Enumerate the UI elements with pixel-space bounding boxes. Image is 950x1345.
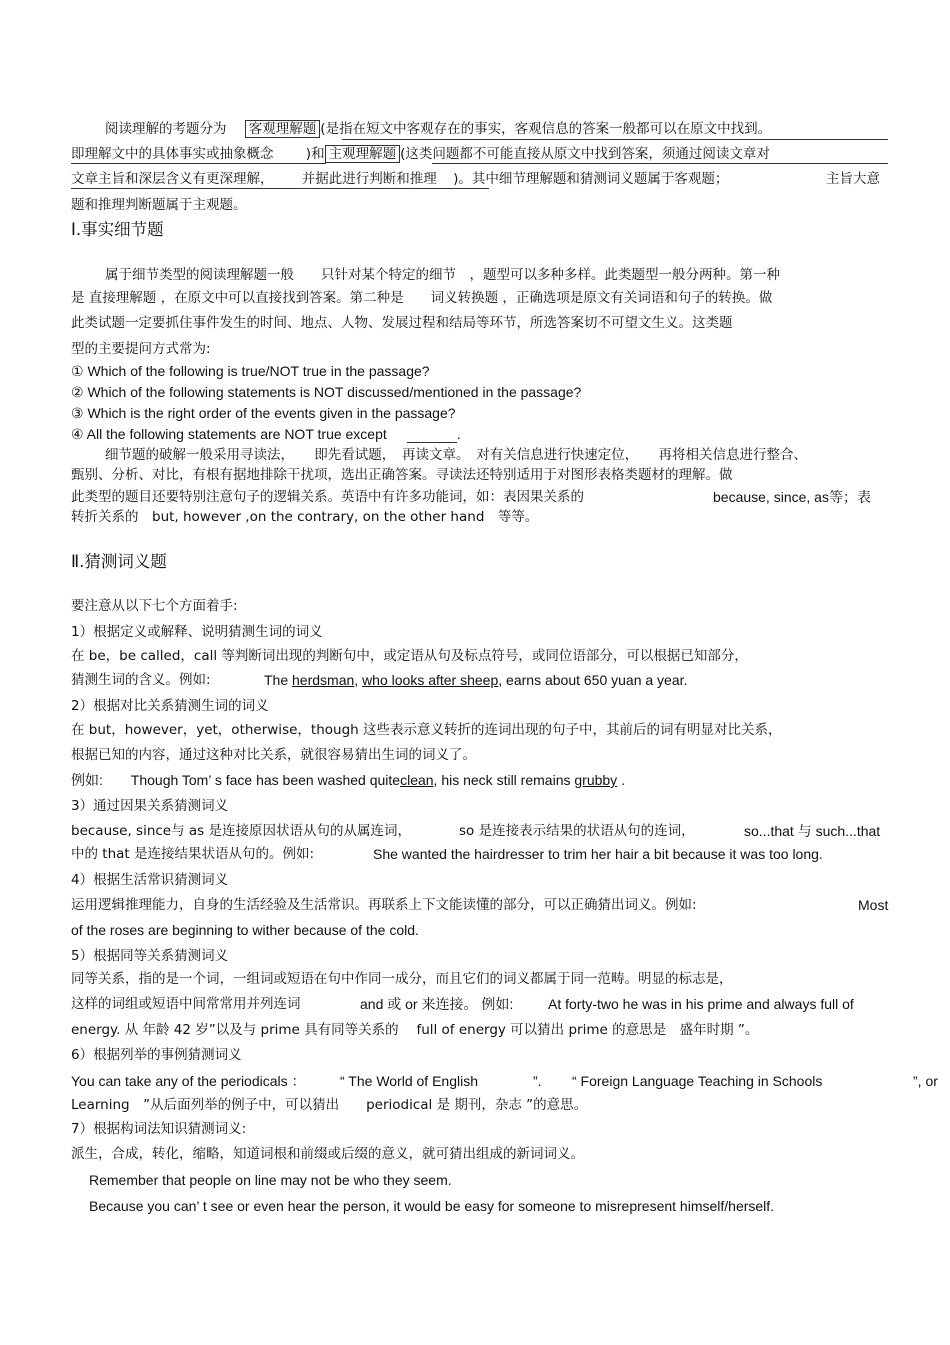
question-text: ④ All the following statements are NOT true except	[71, 426, 387, 442]
example-keyword: who looks after sheep	[362, 672, 499, 688]
method-heading-3: 3）通过因果关系猜测词义	[71, 798, 229, 814]
example-text: , his neck still remains	[433, 772, 575, 788]
s1-para-line: 转折关系的 but, however ,on the contrary, on the other hand 等等。	[71, 509, 539, 525]
example-keyword: herdsman	[292, 672, 355, 688]
example-sentence: Because you can’ t see or even hear the person, it would be easy for someone to misrepresent himself/herself.	[89, 1198, 775, 1214]
example-title: “ Foreign Language Teaching in Schools	[572, 1073, 823, 1089]
section-title-vocab: Ⅱ.猜测词义题	[71, 552, 167, 571]
example-text: 例如:	[71, 772, 103, 788]
s2-text-line: 根据已知的内容，通过这种对比关系，就很容易猜出生词的词义了。	[71, 747, 476, 763]
s1-para-line: 甄别、分析、对比，有根有据地排除干扰项，选出正确答案。寻读法还特别适用于对图形表格类题材的理解。做	[71, 467, 733, 483]
underline-rule	[71, 163, 326, 164]
question-pattern-1: ① Which of the following is true/NOT true in the passage?	[71, 363, 430, 379]
s1-para-line: 型的主要提问方式常为:	[71, 341, 211, 357]
example-sentence: She wanted the hairdresser to trim her hair a bit because it was too long.	[373, 846, 823, 862]
method-heading-4: 4）根据生活常识猜测词义	[71, 872, 229, 888]
s2-text-line: 派生，合成，转化，缩略，知道词根和前缀或后缀的意义，就可猜出组成的新词词义。	[71, 1146, 584, 1162]
objective-question-box: 客观理解题	[245, 120, 321, 138]
example-title: “ The World of English	[340, 1073, 478, 1089]
intro-text: 文章主旨和深层含义有更深理解，	[71, 171, 274, 187]
example-sentence	[71, 771, 625, 789]
intro-line-2	[71, 145, 770, 163]
intro-text: )和	[305, 146, 325, 162]
s1-para-line: 细节题的破解一般采用寻读法， 即先看试题， 再读文章。 对有关信息进行快速定位， 再将相关信息进行整合、	[105, 447, 807, 463]
method-heading-5: 5）根据同等关系猜测词义	[71, 948, 229, 964]
s2-text-line: 中的 that 是连接结果状语从句的。例如:	[71, 846, 315, 862]
example-keyword: grubby	[574, 772, 618, 788]
s2-text-line: because, since与 as 是连接原因状语从句的从属连词，	[71, 823, 412, 839]
intro-text: (这类问题都不可能直接从原文中找到答案，须通过阅读文章对	[400, 146, 770, 162]
s1-para-line: because, since, as等；表	[713, 489, 871, 505]
underline-rule	[71, 188, 489, 189]
method-heading-1: 1）根据定义或解释、说明猜测生词的词义	[71, 624, 323, 640]
question-text: .	[456, 426, 461, 442]
intro-line-1	[105, 120, 771, 138]
intro-text: )。其中细节理解题和猜测词义题属于客观题；	[453, 171, 729, 187]
intro-text: 即理解文中的具体事实或抽象概念	[71, 146, 274, 162]
question-pattern-2: ② Which of the following statements is NOT discussed/mentioned in the passage?	[71, 384, 582, 400]
method-heading-6: 6）根据列举的事例猜测词义	[71, 1047, 242, 1063]
answer-blank	[407, 430, 457, 443]
example-sentence: Remember that people on line may not be who they seem.	[89, 1172, 452, 1188]
underline-rule	[432, 163, 888, 164]
intro-text: 并据此进行判断和推理	[301, 171, 437, 187]
example-text: ”, or	[913, 1073, 938, 1089]
example-sentence: of the roses are beginning to wither because of the cold.	[71, 922, 419, 938]
s2-intro: 要注意从以下七个方面着手:	[71, 598, 238, 614]
question-pattern-4	[71, 425, 461, 443]
example-text: Though Tom’ s face has been washed quite	[130, 772, 401, 788]
s1-para-line: 此类试题一定要抓住事件发生的时间、地点、人物、发展过程和结局等环节，所选答案切不可望文生义。这类题	[71, 315, 733, 331]
s2-text-line: 猜测生词的含义。例如:	[71, 672, 211, 688]
s1-para-line: 是 直接理解题 ，在原文中可以直接找到答案。第二种是 词义转换题 ，正确选项是原文有关词语和句子的转换。做	[71, 290, 773, 306]
example-text: ”.	[533, 1073, 542, 1089]
s2-text-line: 在 be，be called，call 等判断词出现的判断句中，或定语从句及标点符号，或同位语部分，可以根据已知部分，	[71, 648, 748, 664]
example-sentence: You can take any of the periodicals ：	[71, 1073, 306, 1089]
intro-text: 阅读理解的考题分为	[105, 121, 227, 137]
intro-text: 主旨大意	[826, 171, 880, 187]
s2-text-line: and 或 or 来连接。 例如:	[360, 996, 514, 1012]
underline-rule	[342, 139, 888, 140]
question-pattern-3: ③ Which is the right order of the events given in the passage?	[71, 405, 456, 421]
s2-text-line: Learning ”从后面列举的例子中，可以猜出 periodical 是 期刊，杂志 ”的意思。	[71, 1097, 588, 1113]
s2-text-line: energy. 从 年龄 42 岁”以及与 prime 具有同等关系的 full of energy 可以猜出 prime 的意思是 盛年时期 ”。	[71, 1022, 759, 1038]
example-sentence	[264, 671, 687, 689]
example-keyword: clean	[400, 772, 434, 788]
s2-text-line: so 是连接表示结果的状语从句的连词，	[459, 823, 695, 839]
example-text: , earns about 650 yuan a year.	[498, 672, 688, 688]
intro-line-4: 题和推理判断题属于主观题。	[71, 197, 247, 213]
section-title-facts: Ⅰ.事实细节题	[71, 220, 164, 239]
s2-text-line: so...that 与 such...that	[744, 823, 881, 839]
s2-text-line: 在 but，however，yet，otherwise，though 这些表示意义转折的连词出现的句子中，其前后的词有明显对比关系，	[71, 722, 782, 738]
example-text: .	[617, 772, 625, 788]
s2-text-line: 同等关系，指的是一个词，一组词或短语在句中作同一成分，而且它们的词义都属于同一范畴。明显的标志是，	[71, 971, 733, 987]
subjective-question-box: 主观理解题	[325, 145, 401, 163]
example-text: ,	[354, 672, 363, 688]
s2-text-line: 运用逻辑推理能力，自身的生活经验及生活常识。再联系上下文能读懂的部分，可以正确猜出词义。例如:	[71, 897, 697, 913]
method-heading-7: 7）根据构词法知识猜测词义:	[71, 1121, 247, 1137]
method-heading-2: 2）根据对比关系猜测生词的词义	[71, 698, 269, 714]
example-sentence: Most	[858, 897, 889, 913]
intro-text: (是指在短文中客观存在的事实，客观信息的答案一般都可以在原文中找到。	[320, 121, 772, 137]
intro-line-3	[71, 170, 728, 188]
example-text: The	[264, 672, 293, 688]
s1-para-line: 属于细节类型的阅读理解题一般 只针对某个特定的细节 ，题型可以多种多样。此类题型一般分两种。第一种	[105, 267, 780, 283]
s2-text-line: 这样的词组或短语中间常常用并列连词	[71, 996, 301, 1012]
s1-para-line: 此类型的题目还要特别注意句子的逻辑关系。英语中有许多功能词，如：表因果关系的	[71, 489, 584, 505]
example-sentence: At forty-two he was in his prime and always full of	[548, 996, 854, 1012]
